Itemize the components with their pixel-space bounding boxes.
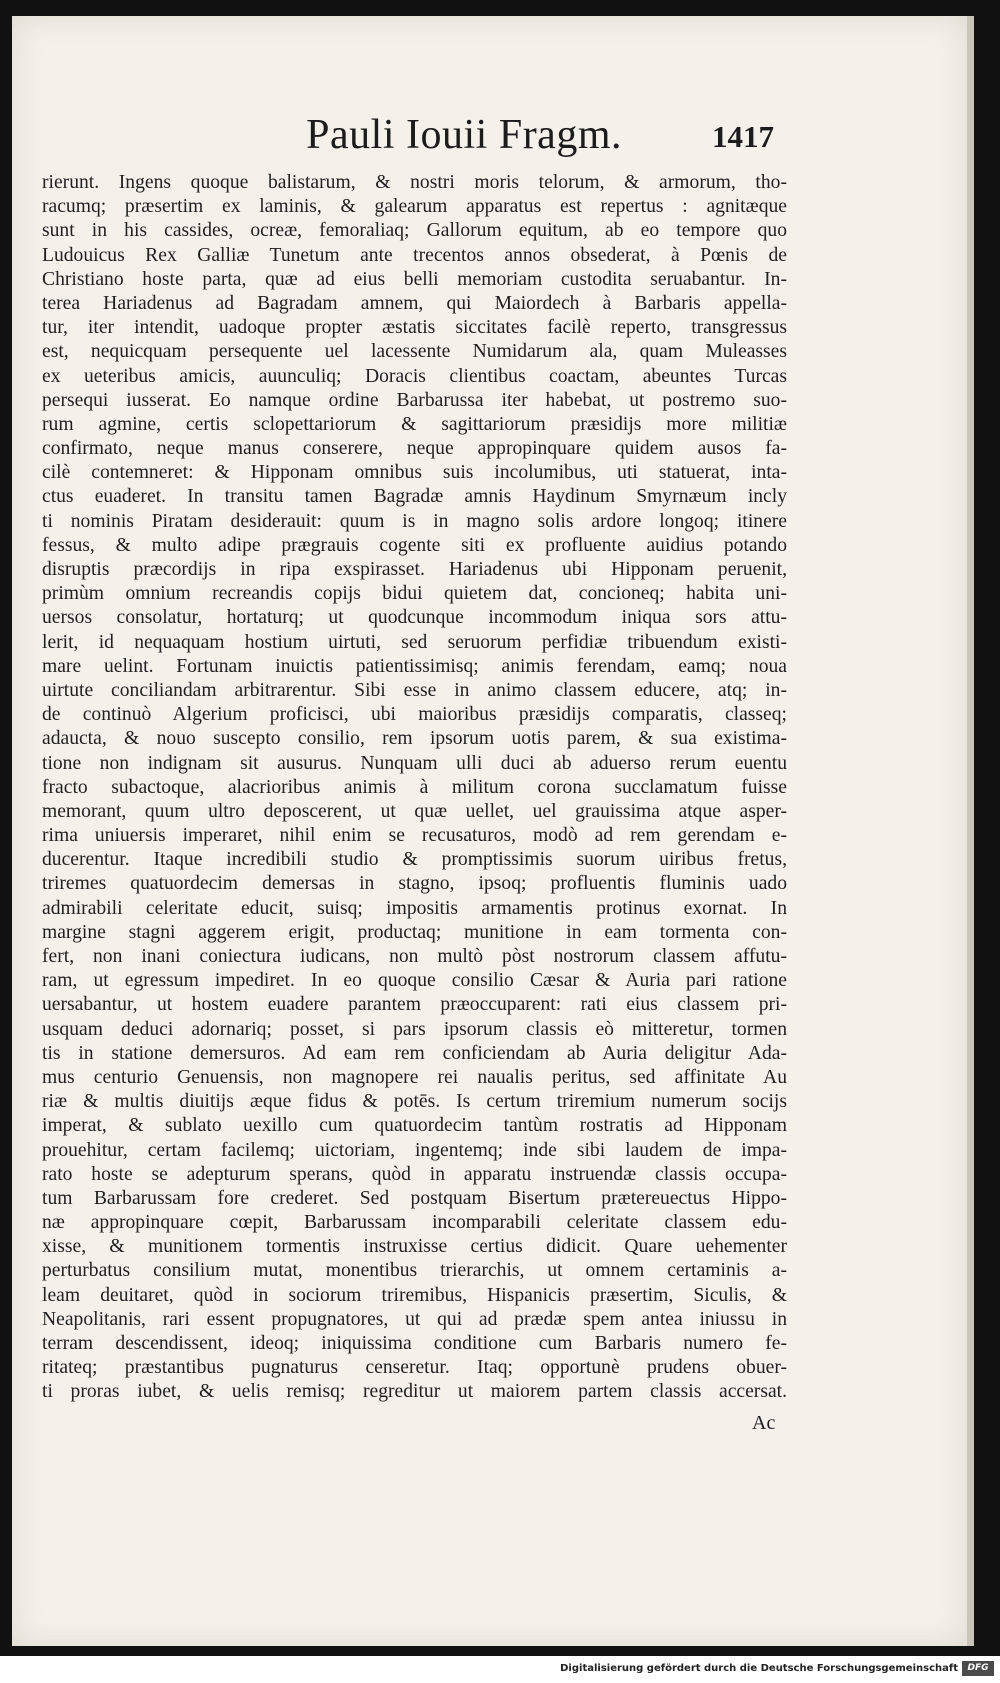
text-line: memorant, quum ultro deposcerent, ut quæ uellet, uel grauissima atque asper- [42, 800, 787, 822]
text-line: næ appropinquare cœpit, Barbarussam incomparabili celeritate classem edu- [42, 1212, 787, 1234]
text-line: ti proras iubet, & uelis remisq; regreditur ut maiorem partem classis accersat. [42, 1381, 787, 1403]
text-line: est, nequicquam persequente uel lacessente Numidarum ala, quam Muleasses [42, 341, 787, 363]
body-text [42, 171, 787, 1405]
text-line: ducerentur. Itaque incredibili studio & promptissimis suorum uiribus fretus, [42, 849, 787, 871]
text-line: ritateq; præstantibus pugnaturus censeretur. Itaq; opportunè prudens obuer- [42, 1357, 787, 1379]
text-line: tur, iter intendit, uadoque propter æstatis siccitates facilè reperto, transgressus [42, 317, 787, 339]
text-line: admirabili celeritate educit, suisq; impositis armamentis protinus exornat. In [42, 897, 787, 919]
text-line: tum Barbarussam fore crederet. Sed postquam Bisertum prætereuectus Hippo- [42, 1187, 787, 1209]
text-line: riæ & multis diuitijs æque fidus & potēs. Is certum triremium numerum socijs [42, 1091, 787, 1113]
text-line: confirmato, neque manus conserere, neque appropinquare quidem ausos fa- [42, 438, 787, 460]
digitization-footer [0, 1656, 1000, 1683]
text-line: rum agmine, certis sclopettariorum & sagittariorum præsidijs more militiæ [42, 413, 787, 435]
text-line: ex ueteribus amicis, auunculiq; Doracis clientibus coactam, abeuntes Turcas [42, 365, 787, 387]
page-edge [967, 16, 974, 1646]
text-line: uirtute conciliandam arbitrarentur. Sibi esse in animo classem educere, atq; in- [42, 679, 787, 701]
text-line: Christiano hoste parta, quæ ad eius belli memoriam custodita seruabantur. In- [42, 268, 787, 290]
text-line: de continuò Algerium proficisci, ubi maioribus præsidijs comparatis, classeq; [42, 704, 787, 726]
text-line: perturbatus consilium mutat, monentibus trierarchis, ut omnem certaminis a- [42, 1260, 787, 1282]
text-line: tione non indignam sit ausurus. Nunquam ulli duci ab aduerso rerum euentu [42, 752, 787, 774]
text-line: tis in statione demersuros. Ad eam rem conficiendam ab Auria deligitur Ada- [42, 1042, 787, 1064]
text-line: ti nominis Piratam desiderauit: quum is in magno solis ardore longoq; itinere [42, 510, 787, 532]
page-header [12, 111, 967, 171]
text-line: mare uelint. Fortunam inuictis patientissimisq; animis ferendam, eamq; noua [42, 655, 787, 677]
catchword: Ac [752, 1412, 776, 1434]
text-line: terea Hariadenus ad Bagradam amnem, qui Maiordech à Barbaris appella- [42, 292, 787, 314]
text-line: triremes quatuordecim demersas in stagno, ipsoq; profluentis fluminis uado [42, 873, 787, 895]
text-line: xisse, & munitionem tormentis instruxisse certius didicit. Quare uehementer [42, 1236, 787, 1258]
text-line: Ludouicus Rex Galliæ Tunetum ante trecentos annos obsederat, à Pœnis de [42, 244, 787, 266]
text-line: racumq; præsertim ex laminis, & galearum apparatus est repertus : agnitæque [42, 196, 787, 218]
text-line: uersabantur, ut hostem euadere parantem præoccuparent: rati eius classem pri- [42, 994, 787, 1016]
text-line: rima uniuersis imperaret, nihil enim se recusaturos, modò ad rem gerendam e- [42, 825, 787, 847]
text-line: lerit, id nequaquam hostium uirtuti, sed seruorum perfidiæ tribuendum existi- [42, 631, 787, 653]
page-number: 1417 [712, 119, 774, 154]
text-line: terram descendissent, ideoq; iniquissima conditione cum Barbaris numero fe- [42, 1333, 787, 1354]
text-line: fert, non inani coniectura iudicans, non multò pòst nostrorum classem affutu- [42, 946, 787, 967]
text-line: margine stagni aggerem erigit, productaq; munitione in eam tormenta con- [42, 921, 787, 943]
text-line: uersos consolatur, hortaturq; ut quodcunque incommodum iniqua sors attu- [42, 607, 787, 629]
funding-credit: Digitalisierung gefördert durch die Deutsche Forschungsgemeinschaft [560, 1663, 958, 1674]
text-line: cilè contemneret: & Hipponam omnibus suis incolumibus, uti statuerat, inta- [42, 462, 787, 484]
book-page [12, 16, 967, 1646]
text-line: persequi iusserat. Eo namque ordine Barbarussa iter habebat, ut postremo suo- [42, 389, 787, 411]
text-line: sunt in his cassides, ocreæ, femoraliaq; Gallorum equitum, ab eo tempore quo [42, 220, 787, 242]
text-line: mus centurio Genuensis, non magnopere rei naualis peritus, sed affinitate Au [42, 1066, 787, 1088]
running-title: Pauli Iouii Fragm. [306, 112, 622, 158]
text-line: rierunt. Ingens quoque balistarum, & nostri moris telorum, & armorum, tho- [42, 172, 787, 193]
text-line: usquam deduci adornariq; posset, si pars ipsorum classis eò mitteretur, tormen [42, 1018, 787, 1040]
text-line: rato hoste se adepturum sperans, quòd in apparatu instruendæ classis occupa- [42, 1163, 787, 1185]
text-line: ctus euaderet. In transitu tamen Bagradæ amnis Haydinum Smyrnæum incly [42, 486, 787, 508]
text-line: adaucta, & nouo suscepto consilio, rem ipsorum uotis parem, & sua existima- [42, 728, 787, 750]
text-line: disruptis præcordijs in ripa exspirasset. Hariadenus ubi Hipponam peruenit, [42, 559, 787, 580]
text-line: ram, ut egressum impediret. In eo quoque consilio Cæsar & Auria pari ratione [42, 970, 787, 992]
text-line: prouehitur, certam facilemq; uictoriam, ingentemq; inde sibi laudem de impa- [42, 1139, 787, 1161]
text-line: leam deuitaret, quòd in sociorum triremibus, Hispanicis præsertim, Siculis, & [42, 1284, 787, 1306]
text-line: Neapolitanis, rari essent propugnatores, ut qui ad prædæ spem antea iniussu in [42, 1308, 787, 1330]
text-line: imperat, & sublato uexillo cum quatuordecim tantùm rostratis ad Hipponam [42, 1115, 787, 1137]
text-line: fracto subactoque, alacrioribus animis à militum corona succlamatum fuisse [42, 776, 787, 798]
text-line: fessus, & multo adipe prægrauis cogente siti ex profluente auidius potando [42, 534, 787, 556]
text-line: primùm omnium recreandis copijs bidui quietem dat, concioneq; habita uni- [42, 583, 787, 605]
dfg-logo: DFG [962, 1661, 994, 1676]
